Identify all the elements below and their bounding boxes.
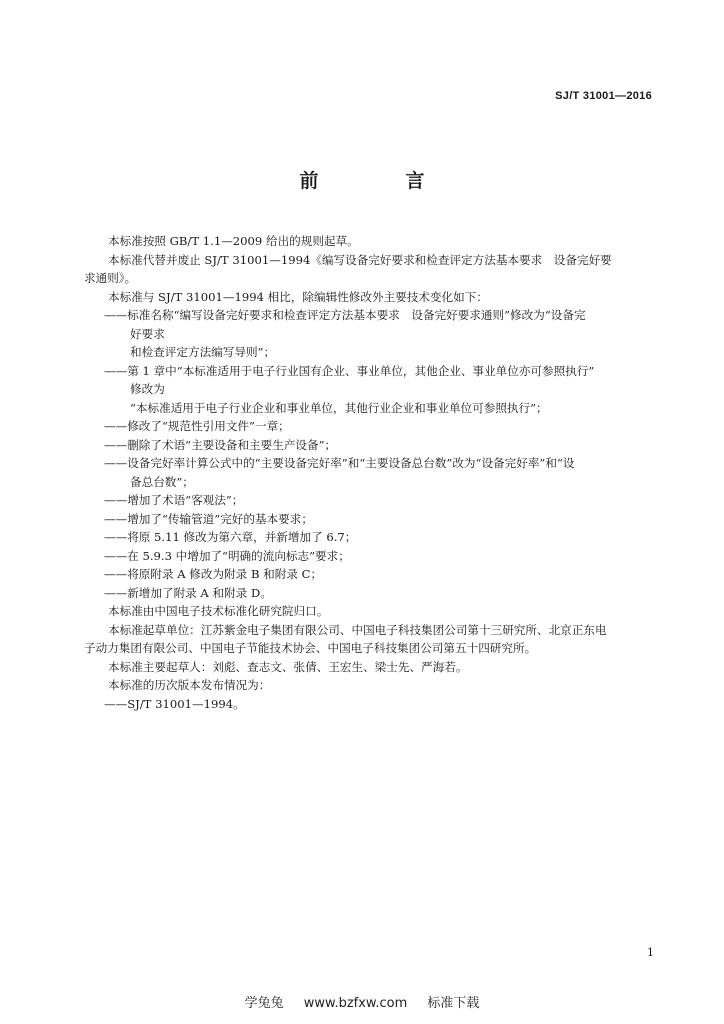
change-item-7: ——增加了“传输管道”完好的基本要求； bbox=[104, 511, 313, 526]
change-item-6: ——增加了术语“客观法”； bbox=[104, 493, 244, 507]
change-item-2: ——第 1 章中“本标准适用于电子行业国有企业、事业单位，其他企业、事业单位亦可参照执行” bbox=[104, 363, 595, 378]
footer-site-name: 学兔兔 bbox=[244, 996, 284, 1011]
history-item-1: ——SJ/T 31001—1994。 bbox=[104, 696, 245, 711]
footer-url[interactable]: www.bzfxw.com bbox=[303, 996, 408, 1011]
page-title: 前 言 bbox=[299, 170, 459, 192]
paragraph-replaces-cont: 求通则》。 bbox=[84, 271, 137, 285]
paragraph-replaces: 本标准代替并废止 SJ/T 31001—1994《编写设备完好要求和检查评定方法基本要求 设备完好要 bbox=[108, 252, 612, 267]
change-item-8: ——将原 5.11 修改为第六章，并新增加了 6.7； bbox=[104, 530, 357, 544]
paragraph-drafting-rules: 本标准按照 GB/T 1.1—2009 给出的规则起草。 bbox=[108, 234, 359, 248]
change-item-2-cont2: “本标准适用于电子行业企业和事业单位，其他行业企业和事业单位可参照执行”； bbox=[130, 400, 548, 415]
footer-watermark bbox=[0, 992, 724, 1011]
paragraph-administered-by: 本标准由中国电子技术标准化研究院归口。 bbox=[108, 604, 329, 618]
paragraph-drafting-units-cont: 子动力集团有限公司、中国电子节能技术协会、中国电子科技集团公司第五十四研究所。 bbox=[84, 641, 537, 655]
change-item-3: ——修改了“规范性引用文件”一章； bbox=[104, 419, 290, 433]
change-item-1-cont2: 和检查评定方法编写导则”； bbox=[130, 345, 276, 359]
preface-body bbox=[84, 232, 656, 713]
standard-code: SJ/T 31001—2016 bbox=[555, 90, 652, 102]
paragraph-drafters: 本标准主要起草人：刘彪、查志文、张倩、王宏生、梁士先、严海若。 bbox=[108, 659, 468, 674]
change-item-1: ——标准名称“编写设备完好要求和检查评定方法基本要求 设备完好要求通则”修改为“设备完 bbox=[104, 308, 586, 322]
change-item-11: ——新增加了附录 A 和附录 D。 bbox=[104, 585, 272, 600]
change-item-10: ——将原附录 A 修改为附录 B 和附录 C； bbox=[104, 567, 323, 581]
footer-tagline: 标准下载 bbox=[427, 996, 480, 1011]
change-item-4: ——删除了术语“主要设备和主要生产设备”； bbox=[104, 437, 337, 452]
paragraph-changes-intro: 本标准与 SJ/T 31001—1994 相比，除编辑性修改外主要技术变化如下： bbox=[108, 289, 488, 304]
paragraph-drafting-units: 本标准起草单位：江苏紫金电子集团有限公司、中国电子科技集团公司第十三研究所、北京正东电 bbox=[108, 622, 607, 637]
change-item-9: ——在 5.9.3 中增加了“明确的流向标志”要求； bbox=[104, 548, 350, 563]
page-number: 1 bbox=[647, 946, 654, 959]
change-item-1-cont: 好要求 bbox=[130, 326, 165, 341]
paragraph-history-intro: 本标准的历次版本发布情况为： bbox=[108, 678, 271, 692]
change-item-5-cont: 备总台数”； bbox=[130, 474, 194, 489]
change-item-5: ——设备完好率计算公式中的“主要设备完好率”和“主要设备总台数”改为“设备完好率”和“设 bbox=[104, 456, 575, 470]
change-item-2-cont: 修改为 bbox=[130, 382, 165, 396]
